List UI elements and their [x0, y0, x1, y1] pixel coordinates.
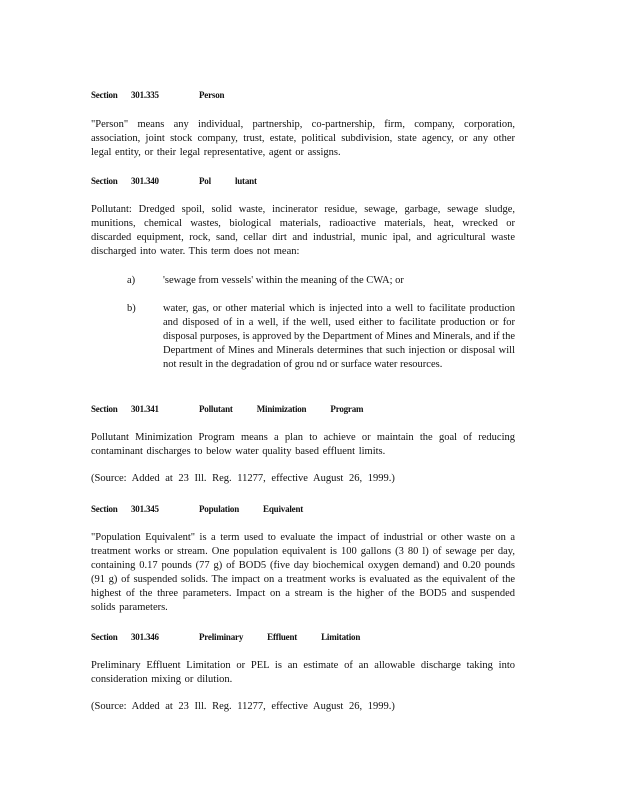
list-item-label: a) [127, 275, 136, 286]
section-heading-301-335 [91, 90, 225, 100]
section-body-301-341: Pollutant Minimization Program means a plan to achieve or maintain the goal of reducing contaminant discharges to below water quality based effluent limits. [91, 432, 515, 457]
section-title: Person [199, 90, 225, 100]
section-title: Pol lutant [199, 176, 257, 186]
section-heading-301-341 [91, 404, 364, 414]
list-item-text: 'sewage from vessels' within the meaning of the CWA; or [163, 275, 404, 286]
section-body-301-346: Preliminary Effluent Limitation or PEL is an estimate of an allowable discharge taking into consideration mixing or dilution. [91, 660, 515, 685]
section-number: 301.335 [131, 90, 159, 100]
section-title: Population Equivalent [199, 504, 304, 514]
section-label: Section [91, 90, 118, 100]
list-item-label: b) [127, 303, 136, 314]
section-label: Section [91, 632, 118, 642]
section-body-301-340: Pollutant: Dredged spoil, solid waste, incinerator residue, sewage, garbage, sewage sludge, munitions, chemical wastes, biological materials, radioactive materials, heat, wrecked or discarded equipment, rock, sand, cellar dirt and industrial, munic ipal, and agricultural waste discharged into water. This term does not mean: [91, 204, 515, 257]
source-note: (Source: Added at 23 Ill. Reg. 11277, effective August 26, 1999.) [91, 701, 395, 712]
section-number: 301.346 [131, 632, 159, 642]
section-heading-301-346 [91, 632, 361, 642]
list-item-text: water, gas, or other material which is injected into a well to facilitate production and disposed of in a well, if the well, used either to facilitate production or for disposal purposes, is approved by the Department of Mines and Minerals, and if the Department of Mines and Minerals determines that such injection or disposal will not result in the degradation of grou nd or surface water resources. [163, 303, 515, 370]
section-number: 301.345 [131, 504, 159, 514]
source-note: (Source: Added at 23 Ill. Reg. 11277, effective August 26, 1999.) [91, 473, 395, 484]
section-label: Section [91, 176, 118, 186]
section-heading-301-345 [91, 504, 304, 514]
section-body-301-345: "Population Equivalent" is a term used to evaluate the impact of industrial or other waste on a treatment works or stream. One population equivalent is 100 gallons (3 80 l) of sewage per day, containing 0.17 pounds (77 g) of BOD5 (five day biochemical oxygen demand) and 0.20 pounds (91 g) of suspended solids. The impact on a treatment works is evaluated as the equivalent of the highest of the three parameters. Impact on a stream is the higher of the BOD5 and suspended solids parameters. [91, 532, 515, 613]
section-number: 301.340 [131, 176, 159, 186]
section-title: Pollutant Minimization Program [199, 404, 364, 414]
section-label: Section [91, 404, 118, 414]
section-title: Preliminary Effluent Limitation [199, 632, 361, 642]
section-heading-301-340 [91, 176, 257, 186]
section-number: 301.341 [131, 404, 159, 414]
section-body-301-335: "Person" means any individual, partnership, co-partnership, firm, company, corporation, association, joint stock company, trust, estate, political subdivision, state agency, or any other legal entity, or their legal representative, agent or assigns. [91, 119, 515, 158]
section-label: Section [91, 504, 118, 514]
